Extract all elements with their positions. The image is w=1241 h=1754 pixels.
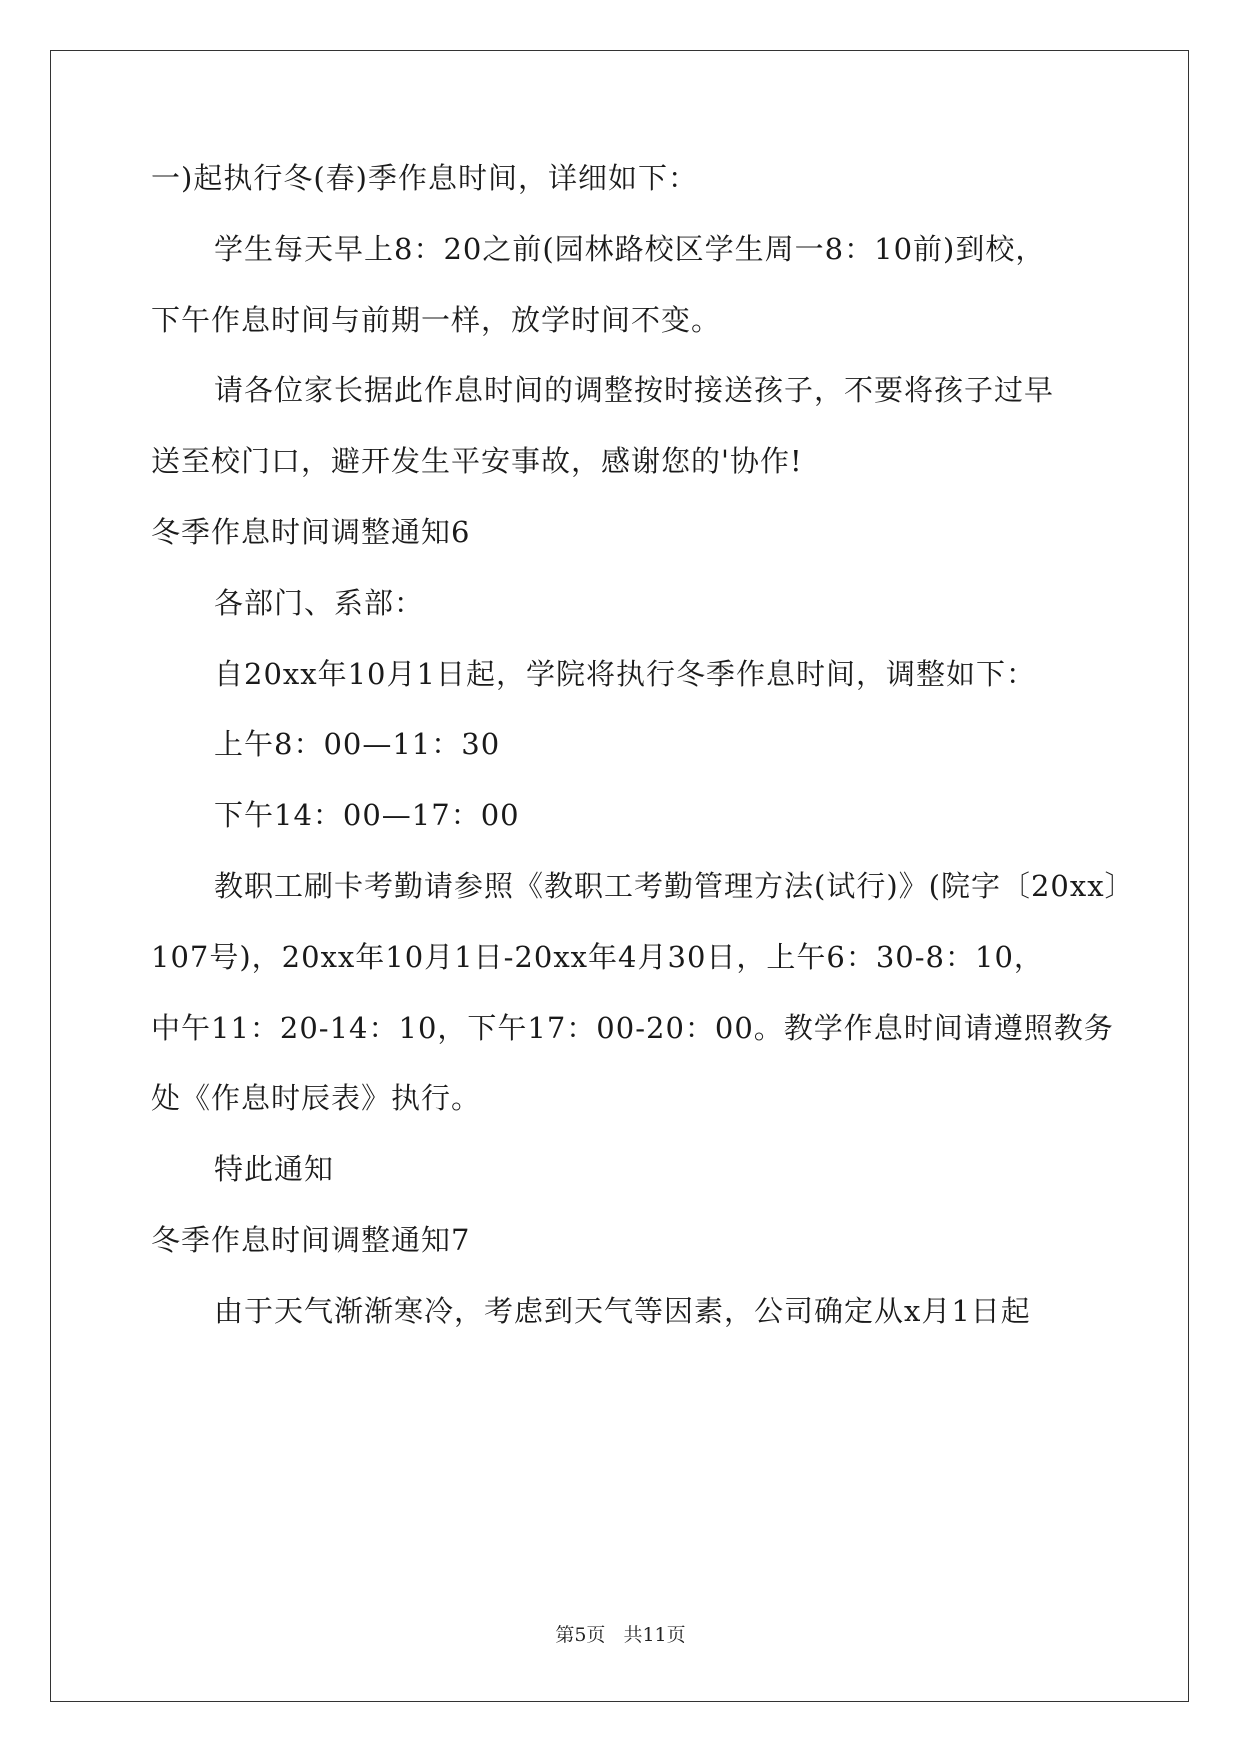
section-heading: 冬季作息时间调整通知7 bbox=[151, 1223, 471, 1257]
text-line: 上午8：00—11：30 bbox=[214, 727, 501, 761]
text-line: 107号)，20xx年10月1日-20xx年4月30日，上午6：30-8：10， bbox=[151, 940, 1044, 974]
text-line: 各部门、系部： bbox=[214, 586, 425, 620]
text-line: 下午14：00—17：00 bbox=[214, 798, 520, 832]
text-line: 下午作息时间与前期一样，放学时间不变。 bbox=[151, 303, 722, 337]
text-line: 教职工刷卡考勤请参照《教职工考勤管理方法(试行)》(院字〔20xx〕 bbox=[214, 869, 1135, 903]
text-line: 送至校门口，避开发生平安事故，感谢您的'协作! bbox=[151, 444, 803, 478]
section-heading: 冬季作息时间调整通知6 bbox=[151, 515, 471, 549]
text-line: 一)起执行冬(春)季作息时间，详细如下： bbox=[151, 161, 698, 195]
text-line: 处《作息时辰表》执行。 bbox=[151, 1081, 482, 1115]
page-total: 共11页 bbox=[623, 1624, 686, 1646]
text-line: 自20xx年10月1日起，学院将执行冬季作息时间，调整如下： bbox=[214, 657, 1036, 691]
text-line: 由于天气渐渐寒冷，考虑到天气等因素，公司确定从x月1日起 bbox=[214, 1294, 1031, 1328]
text-line: 中午11：20-14：10，下午17：00-20：00。教学作息时间请遵照教务 bbox=[151, 1011, 1114, 1045]
text-line: 学生每天早上8：20之前(园林路校区学生周一8：10前)到校， bbox=[214, 232, 1046, 266]
page-footer bbox=[0, 1620, 1241, 1647]
text-line: 特此通知 bbox=[214, 1152, 335, 1186]
page-number: 第5页 bbox=[555, 1624, 606, 1646]
text-line: 请各位家长据此作息时间的调整按时接送孩子，不要将孩子过早 bbox=[214, 373, 1055, 407]
